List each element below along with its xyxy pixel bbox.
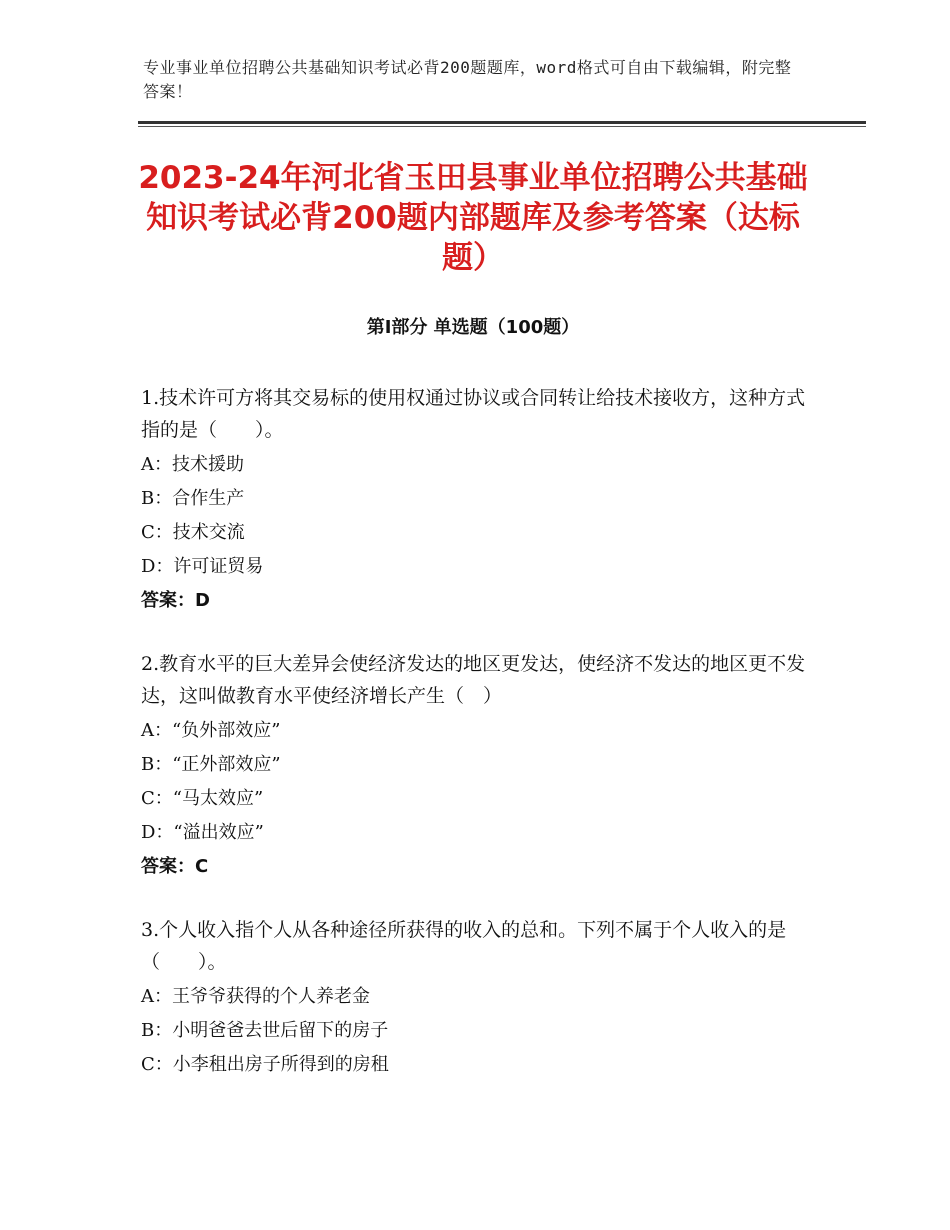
question-list — [141, 382, 811, 1112]
question-2 — [141, 648, 811, 884]
option-c: C：“马太效应” — [141, 788, 264, 809]
document-title: 2023-24年河北省玉田县事业单位招聘公共基础知识考试必背200题内部题库及参考答案（达标题） — [138, 160, 808, 276]
option-d: D：“溢出效应” — [141, 822, 264, 843]
option-c: C：小李租出房子所得到的房租 — [141, 1054, 389, 1075]
answer-label: 答案：C — [141, 856, 209, 877]
answer-label: 答案：D — [141, 590, 210, 611]
option-b: B：小明爸爸去世后留下的房子 — [141, 1020, 389, 1041]
option-b: B：合作生产 — [141, 488, 245, 509]
header-rule-thick — [138, 121, 866, 124]
question-stem: 2.教育水平的巨大差异会使经济发达的地区更发达，使经济不发达的地区更不发达，这叫做教育水平使经济增长产生（ ） — [141, 653, 806, 707]
question-stem: 1.技术许可方将其交易标的使用权通过协议或合同转让给技术接收方，这种方式指的是（ ）。 — [141, 387, 806, 441]
question-stem: 3.个人收入指个人从各种途径所获得的收入的总和。下列不属于个人收入的是（ ）。 — [141, 919, 787, 973]
option-a: A：技术援助 — [141, 454, 244, 475]
header-rule-thin — [138, 126, 866, 127]
option-c: C：技术交流 — [141, 522, 245, 543]
option-b: B：“正外部效应” — [141, 754, 281, 775]
question-1 — [141, 382, 811, 618]
question-3 — [141, 914, 811, 1082]
section-title: 第Ⅰ部分 单选题（100题） — [366, 317, 580, 338]
header-note: 专业事业单位招聘公共基础知识考试必背200题题库，word格式可自由下载编辑，附完整答案！ — [143, 58, 792, 101]
option-a: A：王爷爷获得的个人养老金 — [141, 986, 370, 1007]
option-d: D：许可证贸易 — [141, 556, 264, 577]
option-a: A：“负外部效应” — [141, 720, 281, 741]
